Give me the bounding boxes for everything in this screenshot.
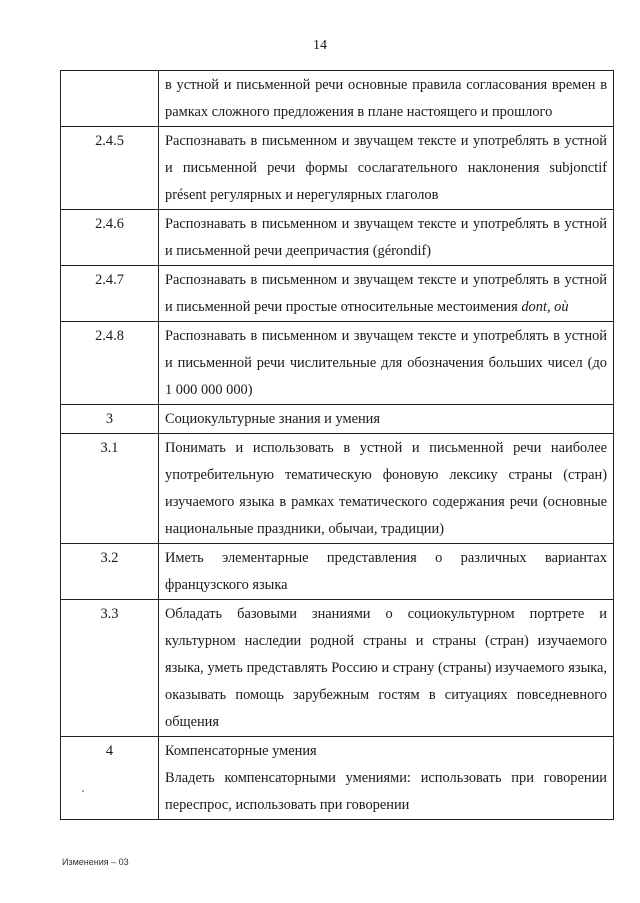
revision-footer: Изменения – 03 [62, 857, 129, 867]
page-number: 14 [313, 38, 327, 53]
row-number: 4 [61, 737, 159, 820]
row-text [159, 434, 614, 544]
row-text-content: в устной и письменной речи основные правила согласования времен в рамках сложного предложения в плане настоящего и прошлого [165, 77, 607, 120]
row-number [61, 71, 159, 127]
row-text-content: Распознавать в письменном и звучащем тексте и употреблять в устной и письменной речи простые относительные местоимения [165, 272, 607, 315]
row-number: 2.4.8 [61, 322, 159, 405]
row-text-content: Понимать и использовать в устной и письменной речи наиболее употребительную тематическую фоновую лексику страны (стран) изучаемого языка в рамках тематического содержания речи (основные национальные праздники, обычаи, традиции) [165, 440, 607, 537]
table-row [61, 210, 614, 266]
row-number: 2.4.5 [61, 127, 159, 210]
table-row [61, 544, 614, 600]
table-row [61, 434, 614, 544]
row-text [159, 71, 614, 127]
row-text-content: Распознавать в письменном и звучащем тексте и употреблять в устной и письменной речи деепричастия (gérondif) [165, 216, 607, 259]
table-row [61, 405, 614, 434]
row-number: 3.1 [61, 434, 159, 544]
row-number: 3.3 [61, 600, 159, 737]
table-row [61, 266, 614, 322]
row-text-italic: dont, où [521, 299, 569, 315]
table-row [61, 322, 614, 405]
table-row [61, 737, 614, 820]
row-text-content: Социокультурные знания и умения [165, 411, 380, 427]
row-text-content: Распознавать в письменном и звучащем тексте и употреблять в устной и письменной речи числительные для обозначения больших чисел (до 1 000 000 000) [165, 328, 607, 398]
row-text-content: Владеть компенсаторными умениями: использовать при говорении переспрос, использовать при говорении [165, 770, 607, 813]
row-text [159, 210, 614, 266]
row-number: 3.2 [61, 544, 159, 600]
section-heading: Компенсаторные умения [165, 743, 317, 759]
requirements-table [60, 70, 614, 820]
row-text-content: Распознавать в письменном и звучащем тексте и употреблять в устной и письменной речи формы сослагательного наклонения subjonctif présent регулярных и нерегулярных глаголов [165, 133, 607, 203]
table-row [61, 600, 614, 737]
row-text-content: Иметь элементарные представления о различных вариантах французского языка [165, 550, 607, 593]
row-text [159, 600, 614, 737]
row-number: 2.4.6 [61, 210, 159, 266]
row-text-content: Обладать базовыми знаниями о социокультурном портрете и культурном наследии родной страны и страны (стран) изучаемого языка, уметь представлять Россию и страну (страны) изучаемого языка, оказывать помощь зарубежным гостям в ситуациях повседневного общения [165, 606, 607, 730]
table-row [61, 71, 614, 127]
row-number: 3 [61, 405, 159, 434]
row-text [159, 266, 614, 322]
row-number: 2.4.7 [61, 266, 159, 322]
scan-speck [82, 790, 84, 792]
row-text [159, 405, 614, 434]
row-text [159, 127, 614, 210]
row-text [159, 544, 614, 600]
table-row [61, 127, 614, 210]
row-text [159, 737, 614, 820]
row-text [159, 322, 614, 405]
